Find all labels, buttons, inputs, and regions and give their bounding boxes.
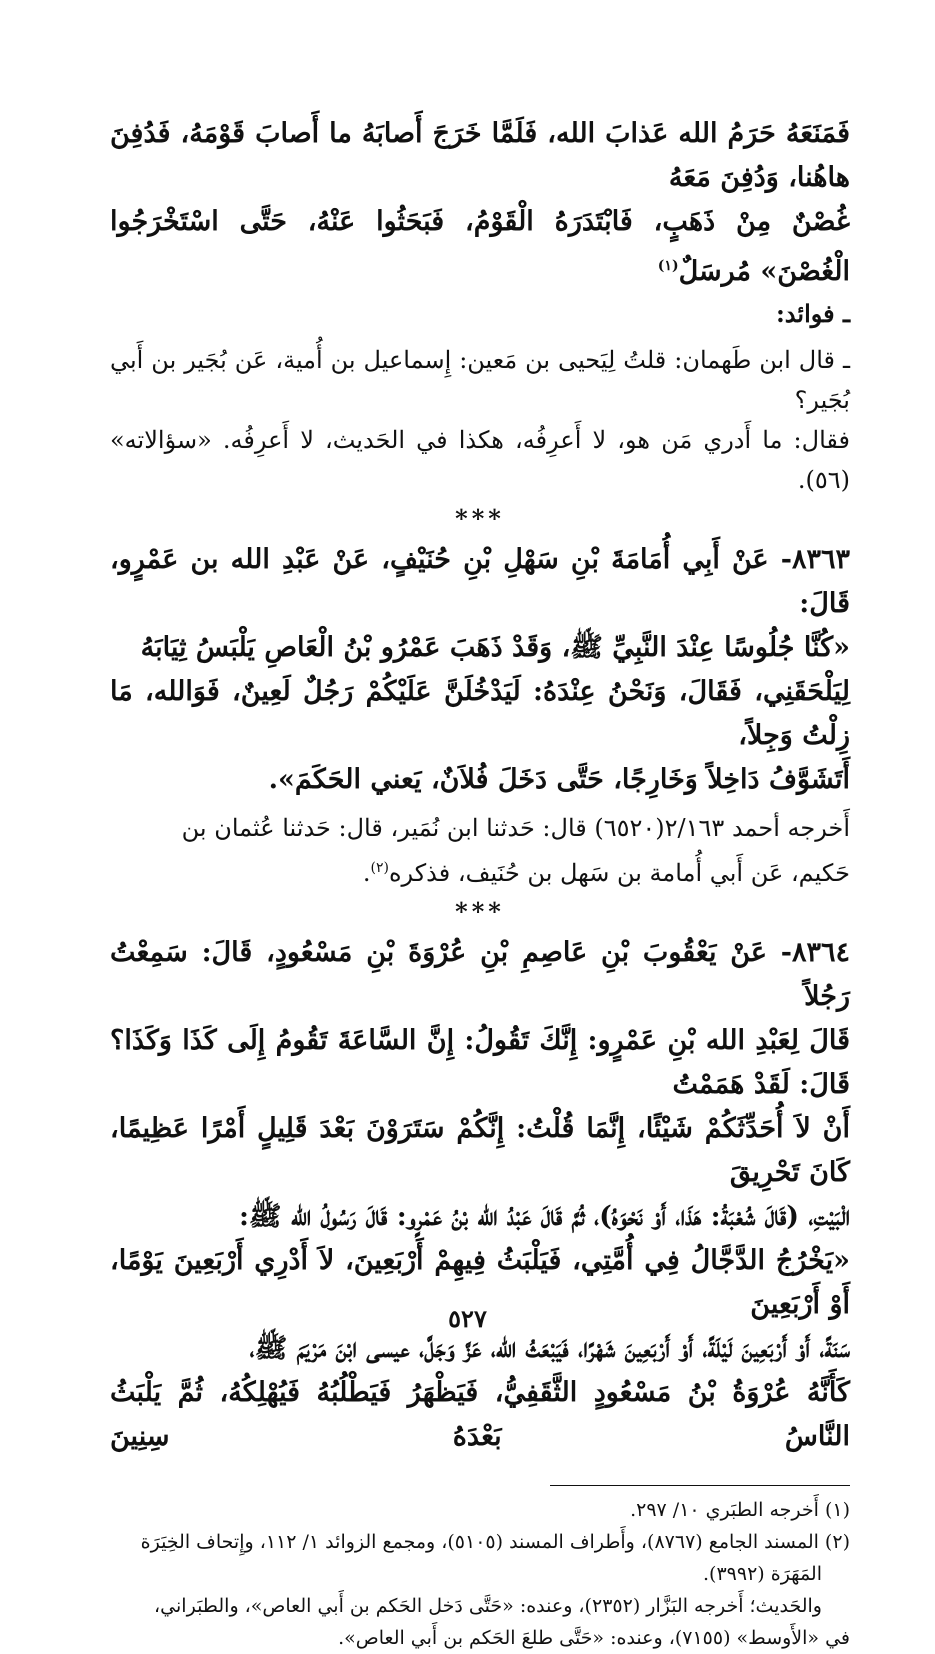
footnote-divider <box>550 1485 850 1486</box>
fawaid-line: فقال: ما أَدري مَن هو، لا أَعرِفُه، هكذا في الحَديث، لا أَعرِفُه. «سؤالاته» (٥٦). <box>110 426 850 494</box>
footnote-2-cont: في «الأَوسط» (٧١٥٥)، وعنده: «حَتَّى طلعَ الحَكم بن أَبي العاص». <box>338 1627 850 1649</box>
text-line: «كُنَّا جُلُوسًا عِنْدَ النَّبِيِّ ﷺ، وَقَدْ ذَهَبَ عَمْرُو بْنُ الْعَاصِ يَلْبَسُ ثِيَابَهُ <box>140 632 850 663</box>
takhrij-line: حَكيم، عَن أَبي أُمامة بن سَهل بن حُنَيف، فذكره$^{(٢)}$. <box>362 859 850 887</box>
section-separator: *** <box>455 897 505 926</box>
hadith-8364 <box>110 931 850 1459</box>
text-line: لِيَلْحَقَنِي، فَقَالَ، وَنَحْنُ عِنْدَهُ: لَيَدْخُلَنَّ عَلَيْكُمْ رَجُلٌ لَعِينٌ، فَوَالله، مَا زِلْتُ وَجِلاً، <box>110 676 850 751</box>
footnote-ref-2[interactable]: (٢) <box>370 860 389 876</box>
text-line <box>110 200 850 294</box>
page-number: ٥٢٧ <box>448 1304 487 1333</box>
text-line: ٨٣٦٤- عَنْ يَعْقُوبَ بْنِ عَاصِمِ بْنِ عُرْوَةَ بْنِ مَسْعُودٍ، قَالَ: سَمِعْتُ رَجُلاً <box>110 937 850 1012</box>
footnote-1: (١) أَخرجه الطبَري ١٠/ ٢٩٧. <box>630 1499 850 1521</box>
footnote-2: (٢) المسند الجامع (٨٧٦٧)، وأَطراف المسند (٥١٠٥)، ومجمع الزوائد ١/ ١١٢، وإِتحاف الخِيَرَة <box>140 1531 850 1553</box>
page-body <box>110 112 850 1654</box>
footnote-ref-1[interactable]: (١) <box>657 258 679 274</box>
text-line: الْبَيْتِ، (قَالَ شُعْبَةُ: هَذَا، أَوْ نَحْوَهُ)، ثُمَّ قَالَ عَبْدُ الله بْنُ عَمْرٍو: قَالَ رَسُولُ الله ﷺ: <box>238 1201 850 1232</box>
text-line: أَتَشَوَّفُ دَاخِلاً وَخَارِجًا، حَتَّى دَخَلَ فُلاَنٌ، يَعني الحَكَمَ». <box>268 764 850 795</box>
text-line: «يَخْرُجُ الدَّجَّالُ فِي أُمَّتِي، فَيَلْبَثُ فِيهِمْ أَرْبَعِينَ، لاَ أَدْرِي أَرْبَعِينَ يَوْمًا، أَوْ أَرْبَعِينَ <box>110 1245 850 1320</box>
text-line: كَأَنَّهُ عُرْوَةُ بْنُ مَسْعُودٍ الثَّقَفِيُّ، فَيَظْهَرُ فَيَطْلُبُهُ فَيُهْلِكُهُ، ثُمَّ يَلْبَثُ النَّاسُ بَعْدَهُ سِنِينَ <box>110 1377 850 1452</box>
footnote-2-cont: والحَديث؛ أَخرجه البَزَّار (٢٣٥٢)، وعنده: «حَتَّى دَخل الحَكم بن أَبي العاص»، والطبَراني، <box>154 1595 822 1617</box>
footnotes <box>110 1494 850 1654</box>
continued-hadith-text <box>110 112 850 294</box>
text-line: سَنَةً، أَوْ أَرْبَعِينَ لَيْلَةً، أَوْ أَرْبَعِينَ شَهْرًا، فَيَبْعَثُ الله، عَزَّ وَجَلَّ، عيسى ابْنَ مَرْيَمَ ﷺ، <box>249 1333 850 1364</box>
text-line: قَالَ لِعَبْدِ الله بْنِ عَمْرٍو: إِنَّكَ تَقُولُ: إِنَّ السَّاعَةَ تَقُومُ إِلَى كَذَا وَكَذَا؟ قَالَ: لَقَدْ هَمَمْتُ <box>110 1025 850 1100</box>
fawaid-line: ـ قال ابن طَهمان: قلتُ لِيَحيى بن مَعين: إِسماعيل بن أُمية، عَن بُجَير بن أَبي بُجَير؟ <box>110 346 850 414</box>
takhrij-line: أَخرجه أحمد ٢/١٦٣(٦٥٢٠) قال: حَدثنا ابن نُمَير، قال: حَدثنا عُثمان بن <box>181 814 850 842</box>
section-separator: *** <box>455 504 505 533</box>
text-line: فَمَنَعَهُ حَرَمُ الله عَذابَ الله، فَلَمَّا خَرَجَ أَصابَهُ ما أَصابَ قَوْمَهُ، فَدُفِنَ هاهُنا، وَدُفِنَ مَعَهُ <box>110 118 850 193</box>
text-line: أَنْ لاَ أُحَدِّثَكُمْ شَيْئًا، إِنَّمَا قُلْتُ: إِنَّكُمْ سَتَرَوْنَ بَعْدَ قَلِيلٍ أَمْرًا عَظِيمًا، كَانَ تَحْرِيقَ <box>110 1113 850 1188</box>
text-line-content: غُصْنٌ مِنْ ذَهَبٍ، فَابْتَدَرَهُ الْقَوْمُ، فَبَحَثُوا عَنْهُ، حَتَّى اسْتَخْرَجُوا الْغُصْنَ» مُرسَلٌ <box>110 206 850 287</box>
fawaid-heading: ـ فوائد: <box>775 299 850 328</box>
hadith-8363 <box>110 538 850 802</box>
text-line: ٨٣٦٣- عَنْ أَبِي أُمَامَةَ بْنِ سَهْلِ بْنِ حُنَيْفٍ، عَنْ عَبْدِ الله بن عَمْرٍو، قَالَ: <box>110 544 850 619</box>
footnote-2-cont: المَهَرَة (٣٩٩٢). <box>703 1563 822 1585</box>
takhrij-line-content: حَكيم، عَن أَبي أُمامة بن سَهل بن حُنَيف، فذكره <box>388 859 850 887</box>
